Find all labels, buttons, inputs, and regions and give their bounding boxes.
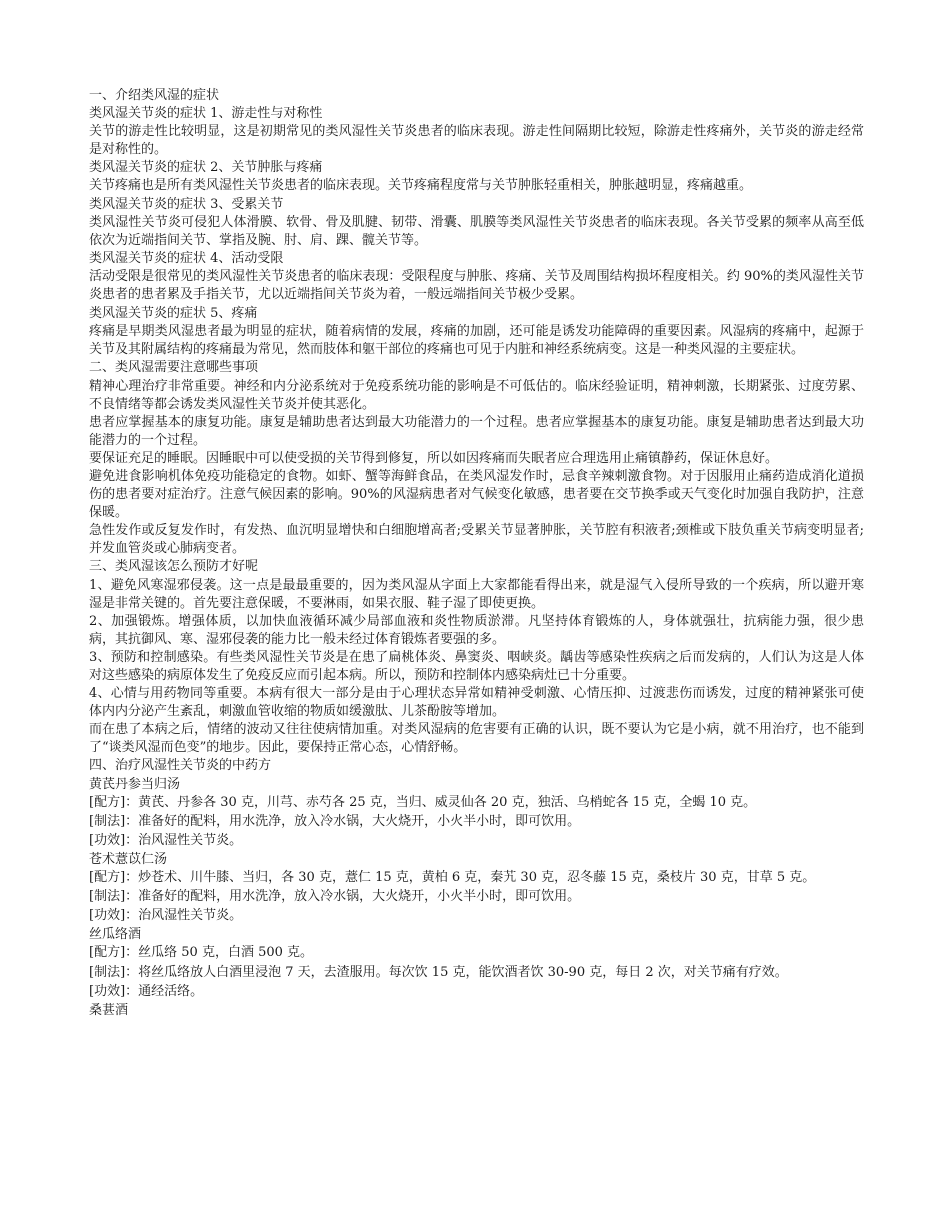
- subheading-symptom-4: 类风湿关节炎的症状 4、活动受限: [89, 250, 284, 266]
- subheading-symptom-2: 类风湿关节炎的症状 2、关节肿胀与疼痛: [89, 160, 323, 176]
- recipe-ingredients: [配方]：炒苍术、川牛膝、当归，各 30 克，薏仁 15 克，黄柏 6 克，秦艽 30 克，忍冬藤 15 克，桑枝片 30 克，甘草 5 克。: [89, 870, 816, 886]
- paragraph: 4、心情与用药物同等重要。本病有很大一部分是由于心理状态异常如精神受刺激、心情压抑、过渡悲伤而诱发，过度的精神紧张可使体内内分泌产生紊乱，刺激血管收缩的物质如缓激肽、儿茶酚胺等增加。: [89, 686, 864, 720]
- paragraph: 精神心理治疗非常重要。神经和内分泌系统对于免疫系统功能的影响是不可低估的。临床经验证明，精神刺激，长期紧张、过度劳累、不良情绪等都会诱发类风湿性关节炎并使其恶化。: [89, 378, 864, 412]
- heading-section-2: 二、类风湿需要注意哪些事项: [89, 360, 259, 376]
- paragraph: 1、避免风寒湿邪侵袭。这一点是最最重要的，因为类风湿从字面上大家都能看得出来，就是湿气入侵所导致的一个疾病，所以避开寒湿是非常关键的。首先要注意保暖，不要淋雨，如果衣服、鞋子湿了即使更换。: [89, 577, 864, 611]
- paragraph: 疼痛是早期类风湿患者最为明显的症状，随着病情的发展，疼痛的加剧，还可能是诱发功能障碍的重要因素。风湿病的疼痛中，起源于关节及其附属结构的疼痛最为常见，然而肢体和躯干部位的疼痛也可见于内脏和神经系统病变。这是一种类风湿的主要症状。: [89, 324, 864, 358]
- recipe-method: [制法]：准备好的配料，用水洗净，放入冷水锅，大火烧开，小火半小时，即可饮用。: [89, 889, 581, 905]
- recipe-effect: [功效]：治风湿性关节炎。: [89, 832, 243, 848]
- recipe-title: 黄芪丹参当归汤: [89, 776, 181, 792]
- recipe-ingredients: [配方]：黄芪、丹参各 30 克，川芎、赤芍各 25 克，当归、威灵仙各 20 克，独活、乌梢蛇各 15 克，全蝎 10 克。: [89, 794, 757, 810]
- heading-section-4: 四、治疗风湿性关节炎的中药方: [89, 758, 272, 774]
- paragraph: 患者应掌握基本的康复功能。康复是辅助患者达到最大功能潜力的一个过程。患者应掌握基本的康复功能。康复是辅助患者达到最大功能潜力的一个过程。: [89, 414, 864, 448]
- recipe-title: 丝瓜络酒: [89, 927, 142, 943]
- subheading-symptom-3: 类风湿关节炎的症状 3、受累关节: [89, 196, 284, 212]
- recipe-effect: [功效]：通经活络。: [89, 983, 204, 999]
- paragraph: 关节的游走性比较明显，这是初期常见的类风湿性关节炎患者的临床表现。游走性间隔期比较短，除游走性疼痛外，关节炎的游走经常是对称性的。: [89, 124, 864, 158]
- paragraph: 类风湿性关节炎可侵犯人体滑膜、软骨、骨及肌腱、韧带、滑囊、肌膜等类风湿性关节炎患者的临床表现。各关节受累的频率从高至低依次为近端指间关节、掌指及腕、肘、肩、踝、髋关节等。: [89, 214, 864, 248]
- paragraph: 3、预防和控制感染。有些类风湿性关节炎是在患了扁桃体炎、鼻窦炎、咽峡炎。龋齿等感染性疾病之后而发病的，人们认为这是人体对这些感染的病原体发生了免疫反应而引起本病。所以，预防和控制体内感染病灶已十分重要。: [89, 649, 864, 683]
- paragraph: 而在患了本病之后，情绪的波动又往往使病情加重。对类风湿病的危害要有正确的认识，既不要认为它是小病，就不用治疗，也不能到了“谈类风湿而色变”的地步。因此，要保持正常心态，心情舒畅。: [89, 722, 864, 756]
- recipe-effect: [功效]：治风湿性关节炎。: [89, 908, 243, 924]
- paragraph: 关节疼痛也是所有类风湿性关节炎患者的临床表现。关节疼痛程度常与关节肿胀轻重相关，肿胀越明显，疼痛越重。: [89, 178, 753, 194]
- heading-section-3: 三、类风湿该怎么预防才好呢: [89, 559, 259, 575]
- recipe-title: 桑葚酒: [89, 1002, 129, 1018]
- recipe-ingredients: [配方]：丝瓜络 50 克，白酒 500 克。: [89, 945, 314, 961]
- recipe-method: [制法]：将丝瓜络放人白酒里浸泡 7 天，去渣服用。每次饮 15 克，能饮酒者饮 30-90 克，每日 2 次，对关节痛有疗效。: [89, 964, 788, 980]
- document-body: [89, 87, 864, 1020]
- subheading-symptom-5: 类风湿关节炎的症状 5、疼痛: [89, 306, 258, 322]
- paragraph: 2、加强锻炼。增强体质，以加快血液循环减少局部血液和炎性物质淤滞。凡坚持体育锻炼的人，身体就强壮，抗病能力强，很少患病，其抗御风、寒、湿邪侵袭的能力比一般未经过体育锻炼者要强的多。: [89, 613, 864, 647]
- recipe-title: 苍术薏苡仁汤: [89, 851, 168, 867]
- subheading-symptom-1: 类风湿关节炎的症状 1、游走性与对称性: [89, 106, 323, 122]
- recipe-method: [制法]：准备好的配料，用水洗净，放入冷水锅，大火烧开，小火半小时，即可饮用。: [89, 813, 581, 829]
- paragraph: 要保证充足的睡眠。因睡眠中可以使受损的关节得到修复，所以如因疼痛而失眠者应合理选用止痛镇静药，保证休息好。: [89, 450, 779, 466]
- paragraph: 急性发作或反复发作时，有发热、血沉明显增快和白细胞增高者;受累关节显著肿胀，关节腔有积液者;颈椎或下肢负重关节病变明显者;并发血管炎或心肺病变者。: [89, 523, 864, 557]
- paragraph: 避免进食影响机体免疫功能稳定的食物。如虾、蟹等海鲜食品，在类风湿发作时，忌食辛辣刺激食物。对于因服用止痛药造成消化道损伤的患者要对症治疗。注意气候因素的影响。90%的风湿病患者对气候变化敏感，患者要在交节换季或天气变化时加强自我防护，注意保暖。: [89, 468, 864, 521]
- paragraph: 活动受限是很常见的类风湿性关节炎患者的临床表现：受限程度与肿胀、疼痛、关节及周围结构损坏程度相关。约 90%的类风湿性关节炎患者的患者累及手指关节，尤以近端指间关节炎为着，一般远端指间关节极少受累。: [89, 268, 864, 303]
- heading-section-1: 一、介绍类风湿的症状: [89, 88, 220, 103]
